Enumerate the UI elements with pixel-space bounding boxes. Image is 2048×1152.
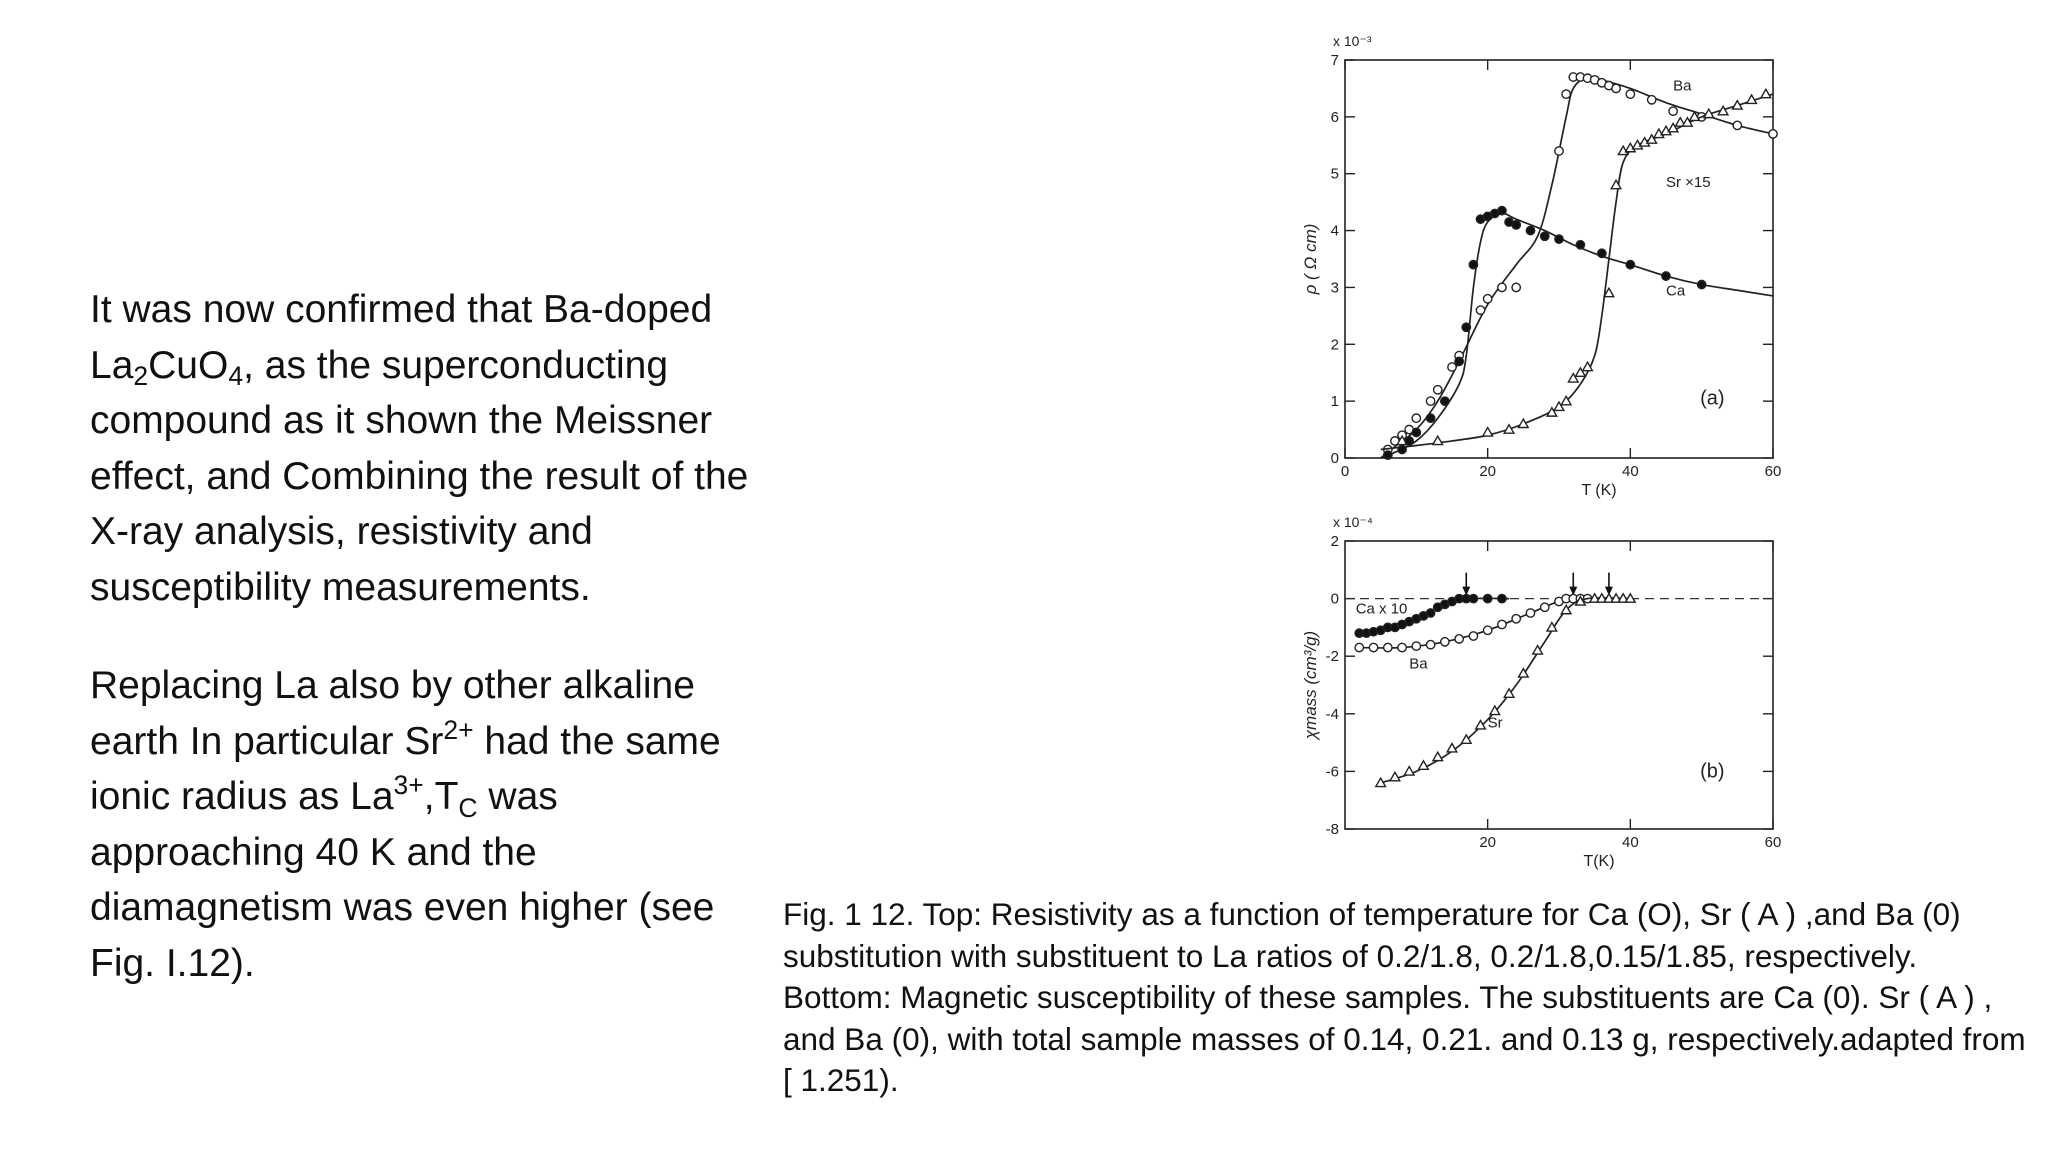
caption-text: Fig. 1 12. Top: Resistivity as a function of temperature for Ca (O), Sr ( A ) ,and Ba (0) substitution with substituent to La ratios of 0.2/1.8, 0.2/1.8,0.15/1.85, respectively. Bottom: Magnetic susceptibility of these samples. The substituents are Ca (0). Sr ( A ) , and Ba (0), with total sample masses of 0.14, 0.21. and 0.13 g, respectively.adapted from [ 1.251).: [783, 896, 2026, 1098]
data-point-ca: [1405, 437, 1413, 445]
axis-multiplier: x 10⁻³: [1333, 33, 1372, 49]
data-point-ba: [1626, 90, 1634, 98]
data-point-ca: [1455, 357, 1463, 365]
data-point-ca: [1426, 609, 1434, 617]
data-point-ba: [1398, 643, 1406, 651]
data-point-ba: [1541, 603, 1549, 611]
data-point-ca: [1462, 323, 1470, 331]
data-point-ba: [1426, 640, 1434, 648]
data-point-ba: [1476, 306, 1484, 314]
x-axis-label: T (K): [1581, 482, 1617, 499]
text-run: CuO: [148, 343, 229, 387]
y-axis-label: ρ ( Ω cm): [1301, 223, 1320, 295]
y-tick-label: 1: [1330, 393, 1339, 411]
data-point-ca: [1469, 594, 1477, 602]
y-tick-label: 5: [1330, 165, 1339, 183]
data-point-ba: [1434, 386, 1442, 394]
data-point-ca: [1512, 221, 1520, 229]
data-point-sr: [1419, 761, 1429, 769]
data-point-ca: [1697, 280, 1705, 288]
data-point-ba: [1512, 615, 1520, 623]
data-point-ba: [1648, 96, 1656, 104]
data-point-ca: [1576, 241, 1584, 249]
series-curve-ca: [1381, 213, 1773, 458]
figure-caption: [783, 894, 2033, 1102]
x-tick-label: 60: [1764, 463, 1782, 480]
y-tick-label: 3: [1330, 279, 1339, 297]
data-point-ca: [1626, 260, 1634, 268]
subscript: 4: [228, 361, 244, 392]
x-tick-label: 20: [1479, 834, 1497, 851]
data-point-ba: [1369, 643, 1377, 651]
x-tick-label: 60: [1764, 834, 1782, 851]
data-point-ca: [1498, 206, 1506, 214]
data-point-ba: [1733, 121, 1741, 129]
data-point-sr: [1761, 89, 1771, 97]
data-point-ba: [1555, 147, 1563, 155]
data-point-sr: [1404, 767, 1414, 775]
text-run: ,T: [423, 775, 459, 818]
data-point-ca: [1469, 260, 1477, 268]
data-point-ca: [1555, 235, 1563, 243]
series-label-ba: Ba: [1409, 655, 1428, 673]
data-point-sr: [1433, 752, 1443, 760]
data-point-ba: [1412, 642, 1420, 650]
panel-label: (b): [1700, 760, 1725, 783]
data-point-ca: [1541, 232, 1549, 240]
data-point-ba: [1441, 638, 1449, 646]
series-label-sr: Sr: [1487, 714, 1503, 732]
data-point-ba: [1384, 643, 1392, 651]
panel-label: (a): [1700, 387, 1725, 410]
series-label-sr: Sr ×15: [1666, 174, 1711, 192]
data-point-ba: [1455, 635, 1463, 643]
y-tick-label: 0: [1330, 450, 1339, 467]
data-point-sr: [1504, 425, 1514, 433]
text-run: Replacing La also by other alkaline earth In particular Sr: [90, 664, 695, 763]
data-point-ba: [1412, 414, 1420, 422]
text-run: was approaching 40 K and the diamagnetism was even higher (see Fig. I.12).: [90, 775, 715, 985]
x-tick-label: 20: [1479, 463, 1497, 480]
plot-frame-b: [1345, 541, 1773, 829]
y-tick-label: -2: [1325, 648, 1339, 666]
data-point-ca: [1662, 272, 1670, 280]
data-point-sr: [1476, 720, 1486, 728]
y-tick-label: -8: [1325, 821, 1339, 838]
data-point-ba: [1448, 363, 1456, 371]
data-point-ba: [1612, 84, 1620, 92]
data-point-ba: [1469, 632, 1477, 640]
text-run: had the same ionic radius as La: [90, 719, 721, 818]
data-point-ba: [1512, 283, 1520, 291]
x-tick-label: 0: [1340, 463, 1350, 480]
data-point-ca: [1598, 249, 1606, 257]
data-point-ca: [1526, 226, 1534, 234]
subscript: C: [458, 792, 478, 823]
series-label-ba: Ba: [1673, 77, 1692, 95]
data-point-ba: [1483, 295, 1491, 303]
text-run: , as the superconducting compound as it shown the Meissner effect, and Combining the result of the X-ray analysis, resistivity and susceptibility measurements.: [90, 343, 749, 609]
data-point-ba: [1526, 609, 1534, 617]
data-point-ba: [1498, 283, 1506, 291]
text-run: It was now confirmed that Ba-doped La: [90, 288, 713, 387]
data-point-ba: [1483, 626, 1491, 634]
axis-multiplier: x 10⁻⁴: [1333, 514, 1373, 530]
y-tick-label: 7: [1330, 52, 1339, 69]
y-tick-label: 6: [1330, 108, 1339, 126]
y-tick-label: 2: [1330, 533, 1339, 550]
series-label-ca: Ca x 10: [1355, 600, 1408, 618]
y-tick-label: 4: [1330, 222, 1339, 240]
y-tick-label: 2: [1330, 336, 1339, 354]
data-point-ca: [1426, 414, 1434, 422]
x-tick-label: 40: [1621, 463, 1639, 480]
x-tick-label: 40: [1621, 834, 1639, 851]
x-axis-label: T(K): [1583, 853, 1615, 870]
y-axis-label: χmass (cm³/g): [1301, 630, 1320, 740]
data-point-ca: [1412, 428, 1420, 436]
data-point-sr: [1433, 436, 1443, 444]
data-point-sr: [1390, 772, 1400, 780]
y-tick-label: -6: [1325, 763, 1339, 781]
y-tick-label: -4: [1325, 705, 1339, 723]
data-point-ba: [1426, 397, 1434, 405]
y-tick-label: 0: [1330, 590, 1339, 608]
data-point-ba: [1562, 90, 1570, 98]
subscript: 2: [133, 361, 149, 392]
data-point-ca: [1483, 594, 1491, 602]
data-point-ca: [1498, 594, 1506, 602]
data-point-ca: [1441, 397, 1449, 405]
data-point-sr: [1483, 428, 1493, 436]
data-point-ba: [1769, 130, 1777, 138]
superscript: 2+: [443, 714, 474, 745]
data-point-ca: [1398, 445, 1406, 453]
data-point-ba: [1669, 107, 1677, 115]
data-point-ba: [1355, 643, 1363, 651]
superscript: 3+: [393, 770, 424, 801]
series-label-ca: Ca: [1666, 282, 1686, 300]
data-point-ca: [1384, 451, 1392, 459]
data-point-ba: [1498, 620, 1506, 628]
